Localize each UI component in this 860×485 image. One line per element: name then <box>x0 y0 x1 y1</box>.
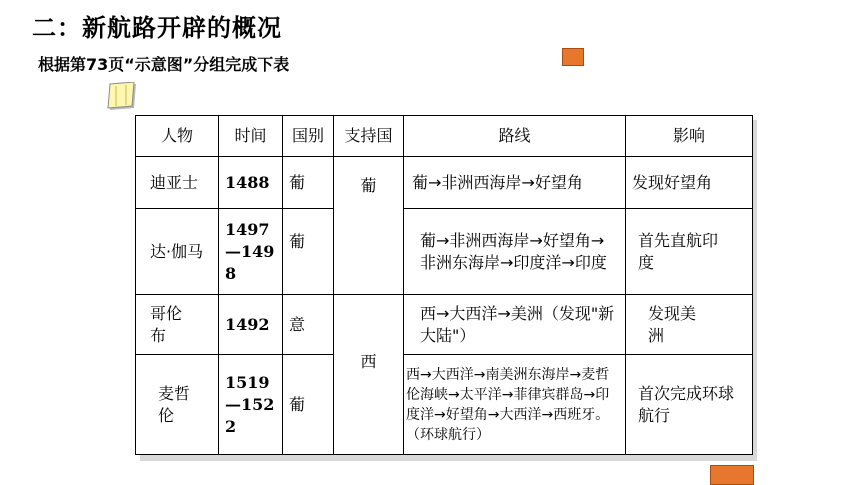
header-cell: 影响 <box>626 116 753 157</box>
route-cell: 西→大西洋→美洲（发现"新大陆"） <box>404 295 626 355</box>
country-cell: 葡 <box>283 355 334 455</box>
header-cell: 支持国 <box>334 116 404 157</box>
impact-cell: 首次完成环球航行 <box>626 355 753 455</box>
time-cell: 1492 <box>219 295 283 355</box>
table-row <box>136 157 753 209</box>
orange-marker-top <box>562 48 584 66</box>
person-cell: 达·伽马 <box>136 209 219 295</box>
time-cell: 1488 <box>219 157 283 209</box>
person-cell: 哥伦布 <box>136 295 219 355</box>
navigation-routes-table <box>135 115 753 455</box>
header-cell: 国别 <box>283 116 334 157</box>
country-cell: 意 <box>283 295 334 355</box>
table-row <box>136 295 753 355</box>
table-row <box>136 209 753 295</box>
instruction-text: 根据第73页“示意图”分组完成下表 <box>38 55 290 74</box>
route-cell: 葡→非洲西海岸→好望角→非洲东海岸→印度洋→印度 <box>404 209 626 295</box>
support-cell: 西 <box>334 295 404 455</box>
country-cell: 葡 <box>283 157 334 209</box>
impact-cell: 发现美洲 <box>626 295 753 355</box>
table-header-row <box>136 116 753 157</box>
time-cell: 1519—1522 <box>219 355 283 455</box>
support-cell: 葡 <box>334 157 404 295</box>
time-cell: 1497—1498 <box>219 209 283 295</box>
header-cell: 人物 <box>136 116 219 157</box>
orange-marker-bottom <box>710 465 754 485</box>
page-title: 二：新航路开辟的概况 <box>32 14 282 42</box>
impact-cell: 首先直航印度 <box>626 209 753 295</box>
route-cell: 西→大西洋→南美洲东海岸→麦哲伦海峡→太平洋→菲律宾群岛→印度洋→好望角→大西洋→西班牙。（环球航行） <box>404 355 626 455</box>
impact-cell: 发现好望角 <box>626 157 753 209</box>
header-cell: 时间 <box>219 116 283 157</box>
route-cell: 葡→非洲西海岸→好望角 <box>404 157 626 209</box>
header-cell: 路线 <box>404 116 626 157</box>
table-row <box>136 355 753 455</box>
scroll-icon <box>106 82 140 112</box>
person-cell: 迪亚士 <box>136 157 219 209</box>
person-cell: 麦哲伦 <box>136 355 219 455</box>
country-cell: 葡 <box>283 209 334 295</box>
